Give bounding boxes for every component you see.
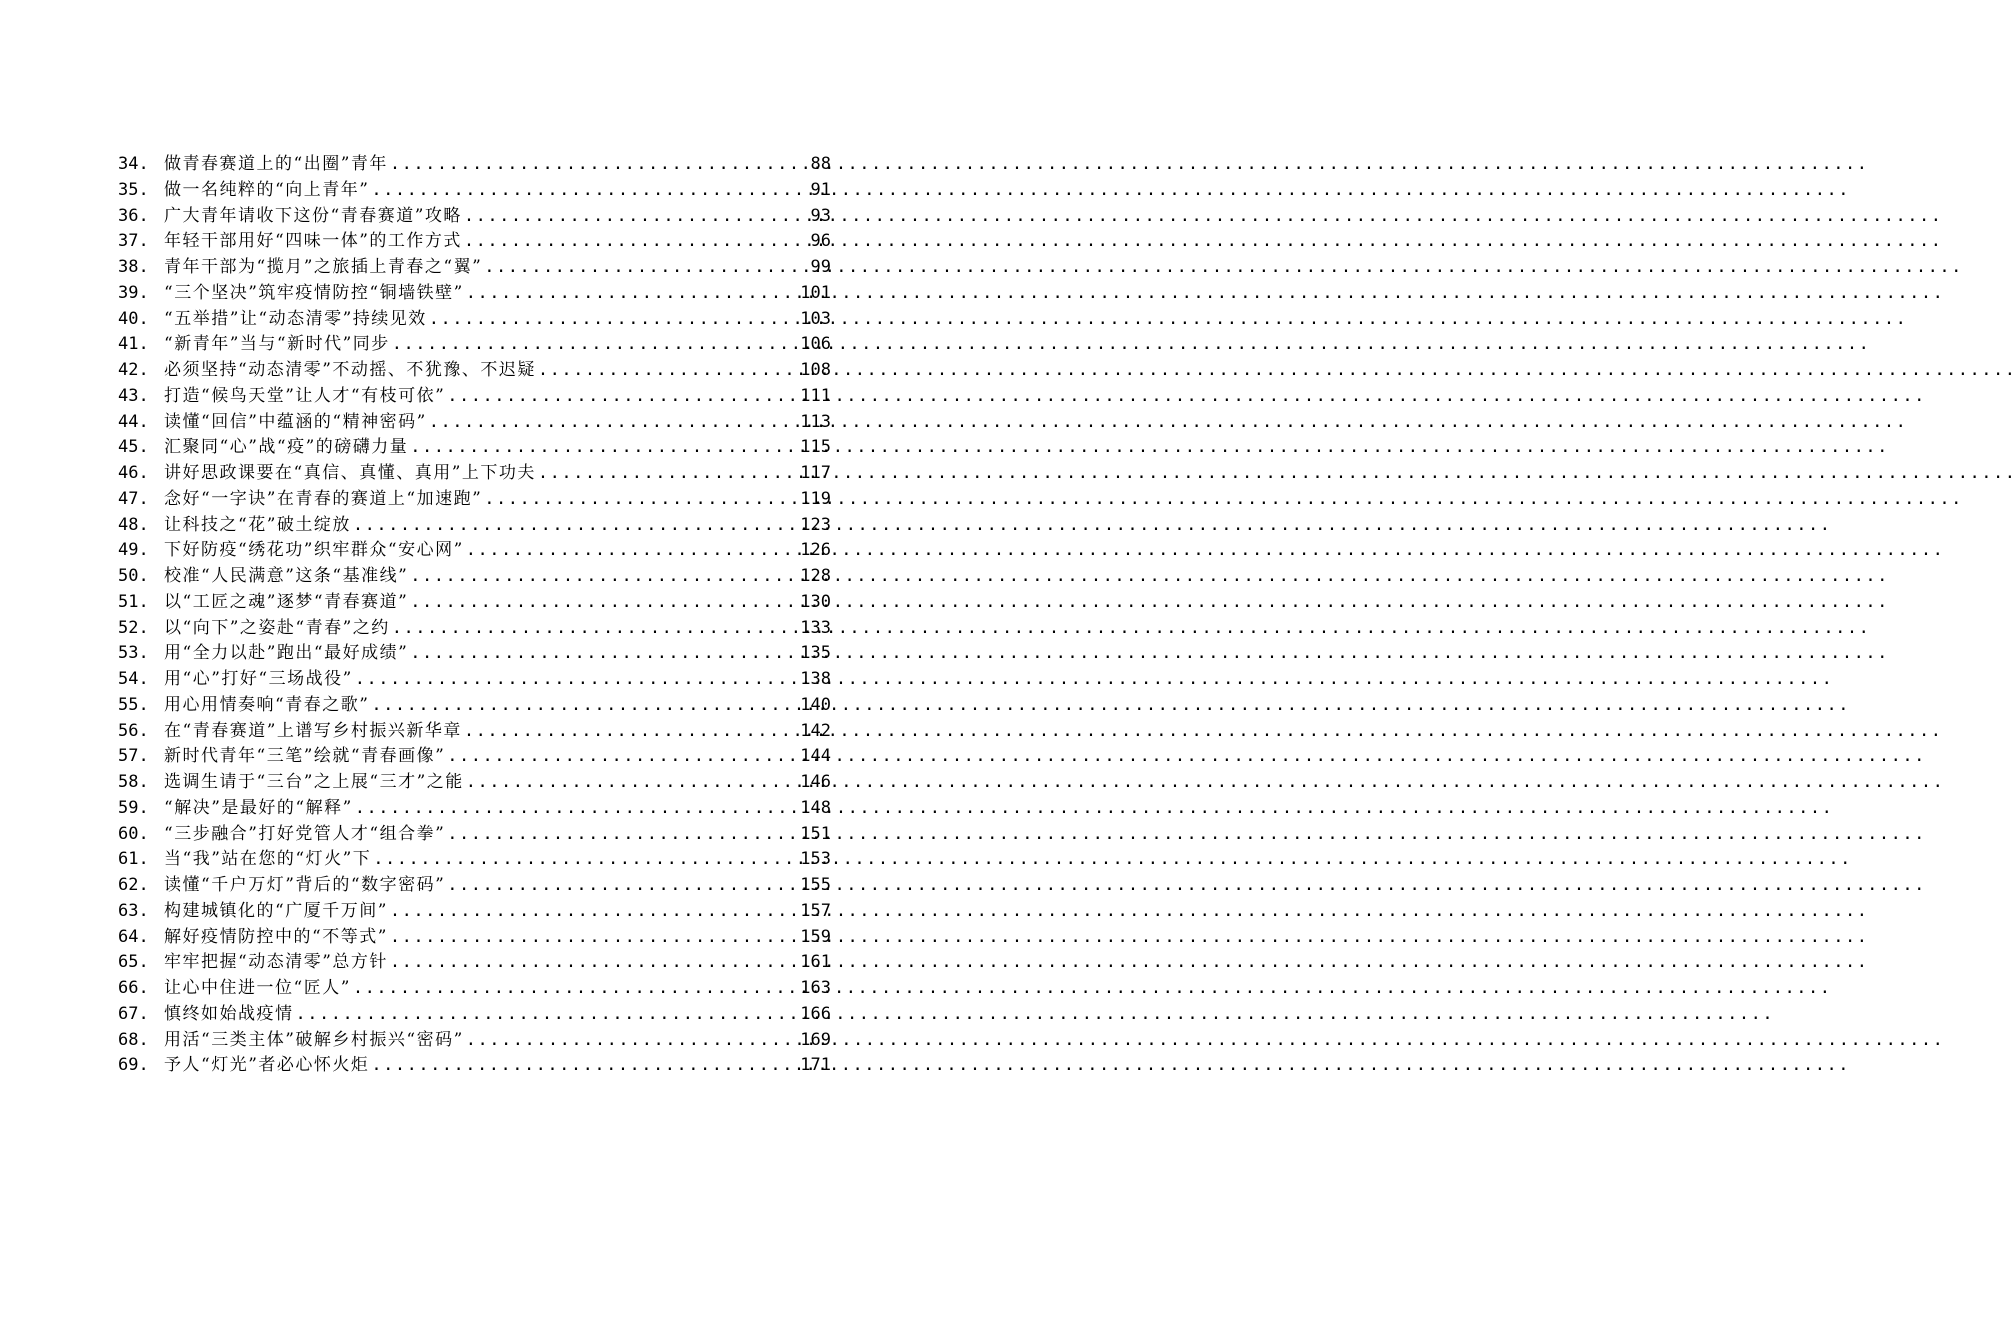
toc-entry-number: 62.	[118, 875, 149, 895]
toc-entry-page-number: 159	[800, 926, 831, 947]
toc-entry-title: 用“心”打好“三场战役”	[164, 669, 353, 689]
toc-entry-number: 59.	[118, 797, 149, 818]
toc-entry-number: 44.	[118, 411, 149, 432]
toc-entry[interactable]	[118, 255, 831, 281]
toc-entry-page-number: 93	[810, 205, 831, 226]
toc-entry-number: 41.	[118, 334, 149, 355]
toc-entry-title: “新青年”当与“新时代”同步	[164, 334, 390, 355]
toc-entry-title: 广大青年请收下这份“青春赛道”攻略	[164, 205, 462, 226]
toc-dot-leader	[445, 822, 800, 848]
toc-entry-number: 54.	[118, 669, 149, 689]
toc-entry-number: 66.	[118, 978, 149, 998]
toc-entry-title: 做青春赛道上的“出圈”青年	[164, 154, 388, 174]
toc-dot-leader	[445, 384, 800, 410]
toc-entry[interactable]	[118, 513, 831, 539]
toc-entry-title: 新时代青年“三笔”绘就“青春画像”	[164, 746, 446, 767]
toc-dot-leader	[427, 410, 801, 436]
toc-entry[interactable]	[118, 899, 831, 925]
toc-entry[interactable]	[118, 641, 831, 667]
toc-entry-title: 必须坚持“动态清零”不动摇、不犹豫、不迟疑	[164, 360, 536, 380]
toc-entry-page-number: 117	[800, 463, 831, 483]
toc-entry-title: 讲好思政课要在“真信、真懂、真用”上下功夫	[164, 463, 536, 483]
toc-entry-number: 40.	[118, 308, 149, 329]
toc-entry-page-number: 153	[800, 849, 831, 870]
toc-entry[interactable]	[118, 435, 831, 461]
toc-entry[interactable]	[118, 873, 831, 899]
toc-dot-leader	[462, 719, 800, 745]
toc-entry-number: 69.	[118, 1055, 149, 1076]
toc-entry[interactable]	[118, 744, 831, 770]
toc-entry-title: 牢牢把握“动态清零”总方针	[164, 952, 388, 973]
toc-entry-title: 解好疫情防控中的“不等式”	[164, 926, 388, 947]
toc-entry-title: “三个坚决”筑牢疫情防控“铜墙铁壁”	[164, 282, 464, 303]
toc-dot-leader	[369, 1053, 800, 1079]
toc-entry[interactable]	[118, 667, 831, 693]
toc-dot-leader	[464, 770, 801, 796]
toc-entry-number: 48.	[118, 514, 149, 535]
toc-entry-page-number: 144	[800, 746, 831, 767]
toc-entry-page-number: 123	[800, 514, 831, 535]
toc-dot-leader	[445, 873, 800, 899]
toc-dot-leader	[388, 925, 800, 951]
toc-entry-number: 45.	[118, 437, 149, 458]
toc-entry-page-number: 161	[800, 952, 831, 973]
toc-entry[interactable]	[118, 1002, 831, 1028]
toc-entry-title: 在“青春赛道”上谱写乡村振兴新华章	[164, 720, 462, 741]
toc-entry-number: 37.	[118, 231, 149, 252]
toc-entry[interactable]	[118, 590, 831, 616]
toc-dot-leader	[464, 1028, 801, 1054]
toc-entry-title: 校准“人民满意”这条“基准线”	[164, 566, 409, 586]
toc-entry[interactable]	[118, 770, 831, 796]
toc-dot-leader	[351, 513, 800, 539]
toc-entry-number: 51.	[118, 591, 149, 612]
toc-entry-page-number: 96	[810, 231, 831, 252]
toc-entry-page-number: 88	[810, 154, 831, 174]
toc-entry-number: 68.	[118, 1029, 149, 1050]
toc-entry-page-number: 155	[800, 875, 831, 895]
toc-entry-title: “五举措”让“动态清零”持续见效	[164, 308, 427, 329]
toc-dot-leader	[482, 487, 800, 513]
toc-entry[interactable]	[118, 925, 831, 951]
toc-entry-title: 下好防疫“绣花功”织牢群众“安心网”	[164, 540, 464, 561]
toc-dot-leader	[482, 255, 810, 281]
toc-entry[interactable]	[118, 358, 831, 384]
toc-dot-leader	[408, 435, 800, 461]
toc-entry-number: 60.	[118, 823, 149, 844]
toc-entry-page-number: 163	[800, 978, 831, 998]
toc-entry[interactable]	[118, 1028, 831, 1054]
toc-entry-number: 53.	[118, 643, 149, 664]
toc-dot-leader	[408, 641, 800, 667]
toc-entry[interactable]	[118, 461, 831, 487]
toc-entry-page-number: 171	[800, 1055, 831, 1076]
toc-entry[interactable]	[118, 822, 831, 848]
toc-entry-title: 以“工匠之魂”逐梦“青春赛道”	[164, 591, 409, 612]
toc-entry-page-number: 126	[800, 540, 831, 561]
toc-entry-page-number: 108	[800, 360, 831, 380]
toc-entry-title: 选调生请于“三台”之上展“三才”之能	[164, 772, 464, 792]
toc-entry-title: “三步融合”打好党管人才“组合拳”	[164, 823, 446, 844]
toc-dot-leader	[390, 332, 801, 358]
toc-entry-number: 39.	[118, 282, 149, 303]
toc-entry-number: 47.	[118, 488, 149, 509]
toc-entry-title: 念好“一字诀”在青春的赛道上“加速跑”	[164, 488, 483, 509]
toc-entry-number: 55.	[118, 694, 149, 715]
toc-entry-number: 42.	[118, 360, 149, 380]
toc-entry-title: 当“我”站在您的“灯火”下	[164, 849, 372, 870]
toc-entry-title: 慎终如始战疫情	[164, 1003, 294, 1024]
toc-entry[interactable]	[118, 950, 831, 976]
toc-entry[interactable]	[118, 487, 831, 513]
toc-entry-page-number: 169	[800, 1029, 831, 1050]
toc-entry-title: 青年干部为“揽月”之旅插上青春之“翼”	[164, 257, 483, 277]
toc-entry-number: 61.	[118, 849, 149, 870]
toc-entry-number: 34.	[118, 154, 149, 174]
toc-entry[interactable]	[118, 796, 831, 822]
toc-entry-page-number: 140	[800, 694, 831, 715]
toc-entry[interactable]	[118, 719, 831, 745]
toc-entry-title: 构建城镇化的“广厦千万间”	[164, 900, 388, 921]
toc-entry-title: 读懂“回信”中蕴涵的“精神密码”	[164, 411, 427, 432]
toc-entry-page-number: 157	[800, 900, 831, 921]
toc-entry-title: 读懂“千户万灯”背后的“数字密码”	[164, 875, 446, 895]
toc-entry[interactable]	[118, 976, 831, 1002]
toc-dot-leader	[388, 152, 811, 178]
toc-dot-leader	[390, 616, 801, 642]
toc-dot-leader	[369, 693, 800, 719]
document-page	[0, 0, 950, 1344]
toc-entry[interactable]	[118, 307, 831, 333]
toc-entry-page-number: 103	[800, 308, 831, 329]
toc-entry-number: 38.	[118, 257, 149, 277]
toc-entry-number: 58.	[118, 772, 149, 792]
toc-entry[interactable]	[118, 152, 831, 178]
toc-dot-leader	[294, 1002, 801, 1028]
toc-entry-number: 35.	[118, 179, 149, 200]
toc-entry-title: 用活“三类主体”破解乡村振兴“密码”	[164, 1029, 464, 1050]
toc-entry-number: 50.	[118, 566, 149, 586]
toc-dot-leader	[408, 564, 800, 590]
toc-entry-page-number: 106	[800, 334, 831, 355]
toc-entry-page-number: 166	[800, 1003, 831, 1024]
table-of-contents	[118, 152, 831, 1079]
toc-entry-page-number: 151	[800, 823, 831, 844]
toc-dot-leader	[388, 899, 800, 925]
toc-entry-title: 打造“候鸟天堂”让人才“有枝可依”	[164, 385, 446, 406]
toc-entry-page-number: 101	[800, 282, 831, 303]
toc-entry-page-number: 91	[810, 179, 831, 200]
toc-dot-leader	[351, 976, 800, 1002]
toc-entry-number: 46.	[118, 463, 149, 483]
toc-entry-number: 64.	[118, 926, 149, 947]
toc-entry-page-number: 142	[800, 720, 831, 741]
toc-entry-title: 汇聚同“心”战“疫”的磅礴力量	[164, 437, 409, 458]
toc-entry-title: 让心中住进一位“匠人”	[164, 978, 351, 998]
toc-entry-page-number: 119	[800, 488, 831, 509]
toc-dot-leader	[462, 204, 811, 230]
toc-dot-leader	[371, 847, 800, 873]
toc-dot-leader	[369, 178, 810, 204]
toc-entry-page-number: 148	[800, 797, 831, 818]
toc-entry[interactable]	[118, 204, 831, 230]
toc-entry[interactable]	[118, 564, 831, 590]
toc-entry-page-number: 138	[800, 669, 831, 689]
toc-dot-leader	[353, 667, 801, 693]
toc-dot-leader	[536, 358, 800, 384]
toc-entry[interactable]	[118, 332, 831, 358]
toc-entry-number: 49.	[118, 540, 149, 561]
toc-entry-number: 56.	[118, 720, 149, 741]
toc-entry[interactable]	[118, 847, 831, 873]
toc-dot-leader	[353, 796, 801, 822]
toc-entry[interactable]	[118, 281, 831, 307]
toc-entry-number: 63.	[118, 900, 149, 921]
toc-entry[interactable]	[118, 1053, 831, 1079]
toc-entry-title: 予人“灯光”者必心怀火炬	[164, 1055, 370, 1076]
toc-entry[interactable]	[118, 178, 831, 204]
toc-entry[interactable]	[118, 229, 831, 255]
toc-entry-page-number: 133	[800, 617, 831, 638]
toc-entry-page-number: 113	[800, 411, 831, 432]
toc-dot-leader	[464, 538, 801, 564]
toc-dot-leader	[408, 590, 800, 616]
toc-dot-leader	[388, 950, 800, 976]
toc-entry-page-number: 115	[800, 437, 831, 458]
toc-dot-leader	[462, 229, 811, 255]
toc-entry-title: 以“向下”之姿赴“青春”之约	[164, 617, 390, 638]
toc-entry-title: 年轻干部用好“四味一体”的工作方式	[164, 231, 462, 252]
toc-entry-page-number: 128	[800, 566, 831, 586]
toc-entry-number: 43.	[118, 385, 149, 406]
toc-entry-page-number: 130	[800, 591, 831, 612]
toc-entry-title: 做一名纯粹的“向上青年”	[164, 179, 370, 200]
toc-entry-title: 让科技之“花”破土绽放	[164, 514, 351, 535]
toc-entry[interactable]	[118, 616, 831, 642]
toc-dot-leader	[445, 744, 800, 770]
toc-entry-number: 57.	[118, 746, 149, 767]
toc-entry-number: 36.	[118, 205, 149, 226]
toc-entry[interactable]	[118, 538, 831, 564]
toc-entry[interactable]	[118, 693, 831, 719]
toc-entry-number: 52.	[118, 617, 149, 638]
toc-entry[interactable]	[118, 384, 831, 410]
toc-entry-page-number: 111	[800, 385, 831, 406]
toc-entry-page-number: 99	[810, 257, 831, 277]
toc-entry-number: 67.	[118, 1003, 149, 1024]
toc-dot-leader	[536, 461, 800, 487]
toc-dot-leader	[464, 281, 801, 307]
toc-entry-title: 用“全力以赴”跑出“最好成绩”	[164, 643, 409, 664]
toc-entry[interactable]	[118, 410, 831, 436]
toc-dot-leader	[427, 307, 801, 333]
toc-entry-page-number: 135	[800, 643, 831, 664]
toc-entry-number: 65.	[118, 952, 149, 973]
toc-entry-page-number: 146	[800, 772, 831, 792]
toc-entry-title: 用心用情奏响“青春之歌”	[164, 694, 370, 715]
toc-entry-title: “解决”是最好的“解释”	[164, 797, 353, 818]
